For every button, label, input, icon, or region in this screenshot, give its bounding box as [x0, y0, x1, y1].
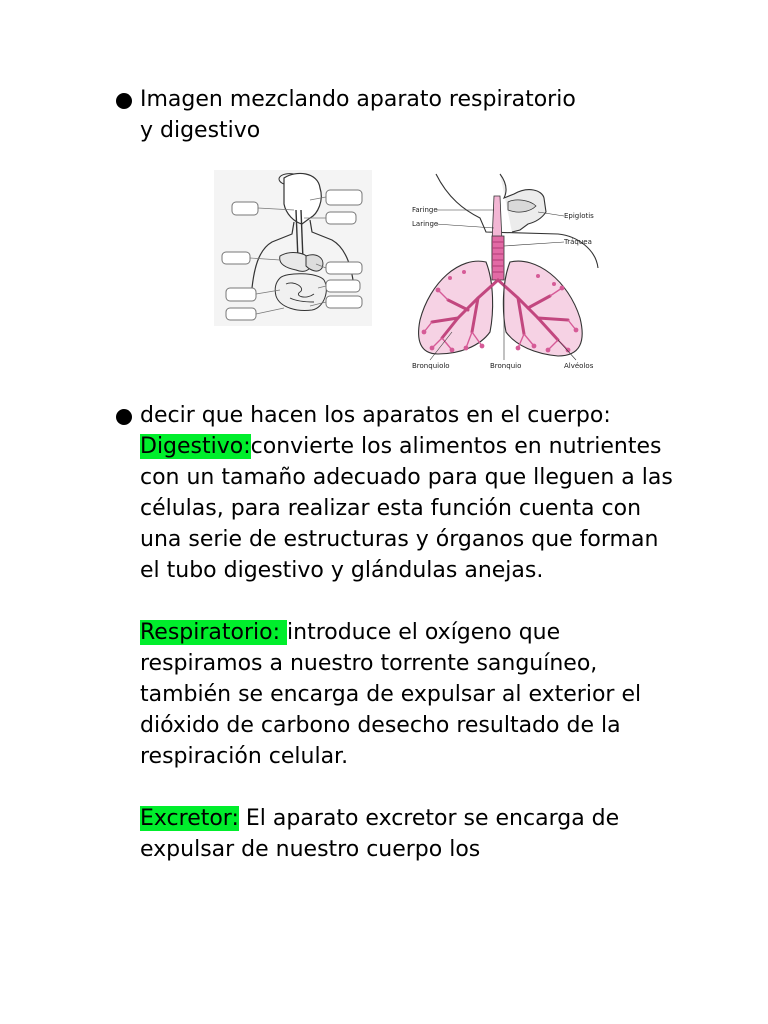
bullet-item-1 — [116, 84, 676, 146]
excretor-text: El aparato excretor se encarga de expulsar de nuestro cuerpo los — [140, 806, 620, 862]
respiratorio-paragraph — [116, 617, 676, 772]
bullet-1-line2: y digestivo — [140, 118, 261, 143]
excretor-label: Excretor: — [140, 806, 239, 831]
bullet-2-intro: decir que hacen los aparatos en el cuerpo: — [140, 403, 611, 428]
label-alveolos: Alvéolos — [564, 362, 594, 370]
excretor-paragraph — [116, 803, 676, 865]
digestive-system-diagram — [214, 170, 372, 326]
respiratorio-text: introduce el oxígeno que respiramos a nuestro torrente sanguíneo, también se encarga de expulsar al exterior el dióxido de carbono desecho resultado de la respiración celular. — [140, 620, 642, 769]
bullet-item-2 — [116, 400, 676, 865]
label-bronquiolo: Bronquiolo — [412, 362, 450, 370]
digestivo-paragraph — [116, 431, 676, 586]
label-faringe: Faringe — [412, 206, 438, 214]
respiratorio-label: Respiratorio: — [140, 620, 288, 645]
respiratory-system-diagram — [408, 172, 600, 372]
label-traquea: Tráquea — [564, 238, 592, 246]
digestivo-text: convierte los alimentos en nutrientes con un tamaño adecuado para que lleguen a las células, para realizar esta función cuenta con una serie de estructuras y órganos que forman el tubo digestivo y glándulas anejas. — [140, 434, 673, 583]
label-bronquio: Bronquio — [490, 362, 522, 370]
bullet-dot — [116, 409, 132, 425]
digestivo-label: Digestivo: — [140, 434, 251, 459]
bullet-dot — [116, 93, 132, 109]
label-epiglotis: Epiglotis — [564, 212, 594, 220]
bullet-1-line1: Imagen mezclando aparato respiratorio — [140, 87, 576, 112]
label-laringe: Laringe — [412, 220, 439, 228]
